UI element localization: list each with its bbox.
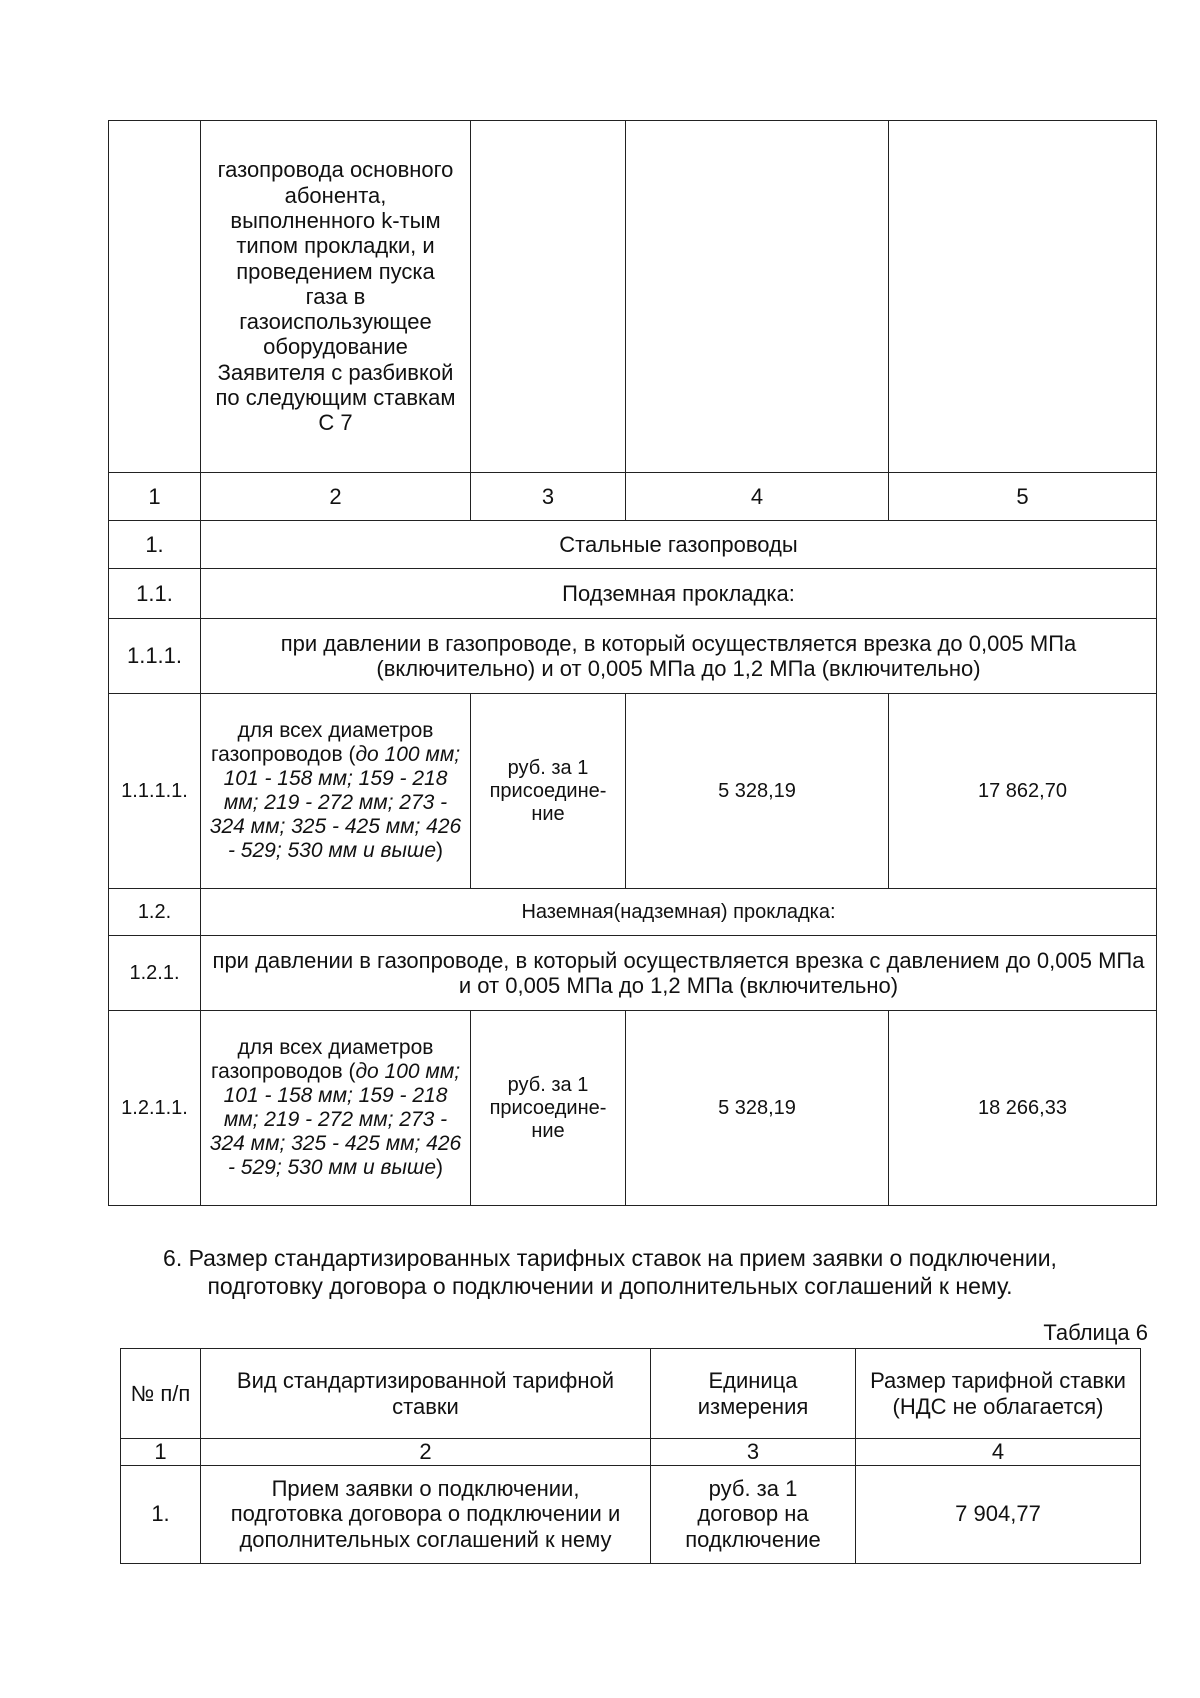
section-number: 1.1.1.: [109, 619, 201, 694]
section-title: Подземная прокладка:: [201, 569, 1157, 619]
header-row: [121, 1349, 1141, 1439]
column-number: 5: [889, 473, 1157, 521]
section-row: [109, 936, 1157, 1011]
row-number: 1.2.1.1.: [109, 1011, 201, 1206]
description-tail: ): [436, 1156, 444, 1180]
table-row: [109, 1011, 1157, 1206]
empty-cell: [626, 121, 889, 473]
section-number: 1.1.: [109, 569, 201, 619]
section-title: при давлении в газопроводе, в который осуществляется врезка до 0,005 МПа (включительно) и от 0,005 МПа до 1,2 МПа (включительно): [201, 619, 1157, 694]
section-row: [109, 889, 1157, 936]
row-number: 1.: [121, 1465, 201, 1563]
column-number: 4: [626, 473, 889, 521]
section-row: [109, 521, 1157, 569]
section-row: [109, 569, 1157, 619]
unit-cell: руб. за 1 присоедине-ние: [471, 694, 626, 889]
section-row: [109, 619, 1157, 694]
table-row: [109, 694, 1157, 889]
column-number: 2: [201, 1439, 651, 1466]
value-cell: 17 862,70: [889, 694, 1157, 889]
description-tail: ): [436, 839, 444, 863]
unit-cell: руб. за 1 присоедине-ние: [471, 1011, 626, 1206]
table-row: [109, 121, 1157, 473]
description-lead: для всех диаметров газопроводов (: [210, 1035, 434, 1083]
column-header: Единица измерения: [651, 1349, 856, 1439]
column-number-row: [109, 473, 1157, 521]
table-row: [121, 1465, 1141, 1563]
table-label: Таблица 6: [1043, 1320, 1148, 1345]
row-number: 1.1.1.1.: [109, 694, 201, 889]
column-number: 1: [121, 1439, 201, 1466]
value-cell: 5 328,19: [626, 1011, 889, 1206]
row-description: [201, 694, 471, 889]
section-title: Стальные газопроводы: [201, 521, 1157, 569]
empty-cell: [889, 121, 1157, 473]
column-number: 3: [651, 1439, 856, 1466]
section-number: 1.: [109, 521, 201, 569]
section-number: 1.2.1.: [109, 936, 201, 1011]
column-number: 4: [856, 1439, 1141, 1466]
column-number: 3: [471, 473, 626, 521]
column-header: Вид стандартизированной тарифной ставки: [201, 1349, 651, 1439]
tariff-table-6: [120, 1348, 1141, 1564]
value-cell: 7 904,77: [856, 1465, 1141, 1563]
empty-cell: [109, 121, 201, 473]
section-heading: 6. Размер стандартизированных тарифных ставок на прием заявки о подключении, подготовку договора о подключении и дополнительных соглашений к нему.: [163, 1245, 1057, 1299]
column-number-row: [121, 1439, 1141, 1466]
rate-description-cell: газопровода основного абонента, выполненного k-тым типом прокладки, и проведением пуска газа в газоиспользующее оборудование Заявителя с разбивкой по следующим ставкам С 7: [201, 121, 471, 473]
section-title: Наземная(надземная) прокладка:: [201, 889, 1157, 936]
tariff-table-c7: [108, 120, 1157, 1206]
row-description: Прием заявки о подключении, подготовка договора о подключении и дополнительных соглашений к нему: [201, 1465, 651, 1563]
column-number: 1: [109, 473, 201, 521]
description-lead: для всех диаметров газопроводов (: [210, 718, 434, 766]
column-header: № п/п: [121, 1349, 201, 1439]
diameter-list: до 100 мм; 101 - 158 мм; 159 - 218 мм; 219 - 272 мм; 273 - 324 мм; 325 - 425 мм; 426 - 529; 530 мм и выше: [209, 1059, 462, 1180]
empty-cell: [471, 121, 626, 473]
section-number: 1.2.: [109, 889, 201, 936]
column-number: 2: [201, 473, 471, 521]
value-cell: 18 266,33: [889, 1011, 1157, 1206]
unit-cell: руб. за 1 договор на подключение: [651, 1465, 856, 1563]
value-cell: 5 328,19: [626, 694, 889, 889]
column-header: Размер тарифной ставки (НДС не облагается): [856, 1349, 1141, 1439]
row-description: [201, 1011, 471, 1206]
diameter-list: до 100 мм; 101 - 158 мм; 159 - 218 мм; 219 - 272 мм; 273 - 324 мм; 325 - 425 мм; 426 - 529; 530 мм и выше: [209, 742, 462, 863]
section-title: при давлении в газопроводе, в который осуществляется врезка с давлением до 0,005 МПа и от 0,005 МПа до 1,2 МПа (включительно): [201, 936, 1157, 1011]
